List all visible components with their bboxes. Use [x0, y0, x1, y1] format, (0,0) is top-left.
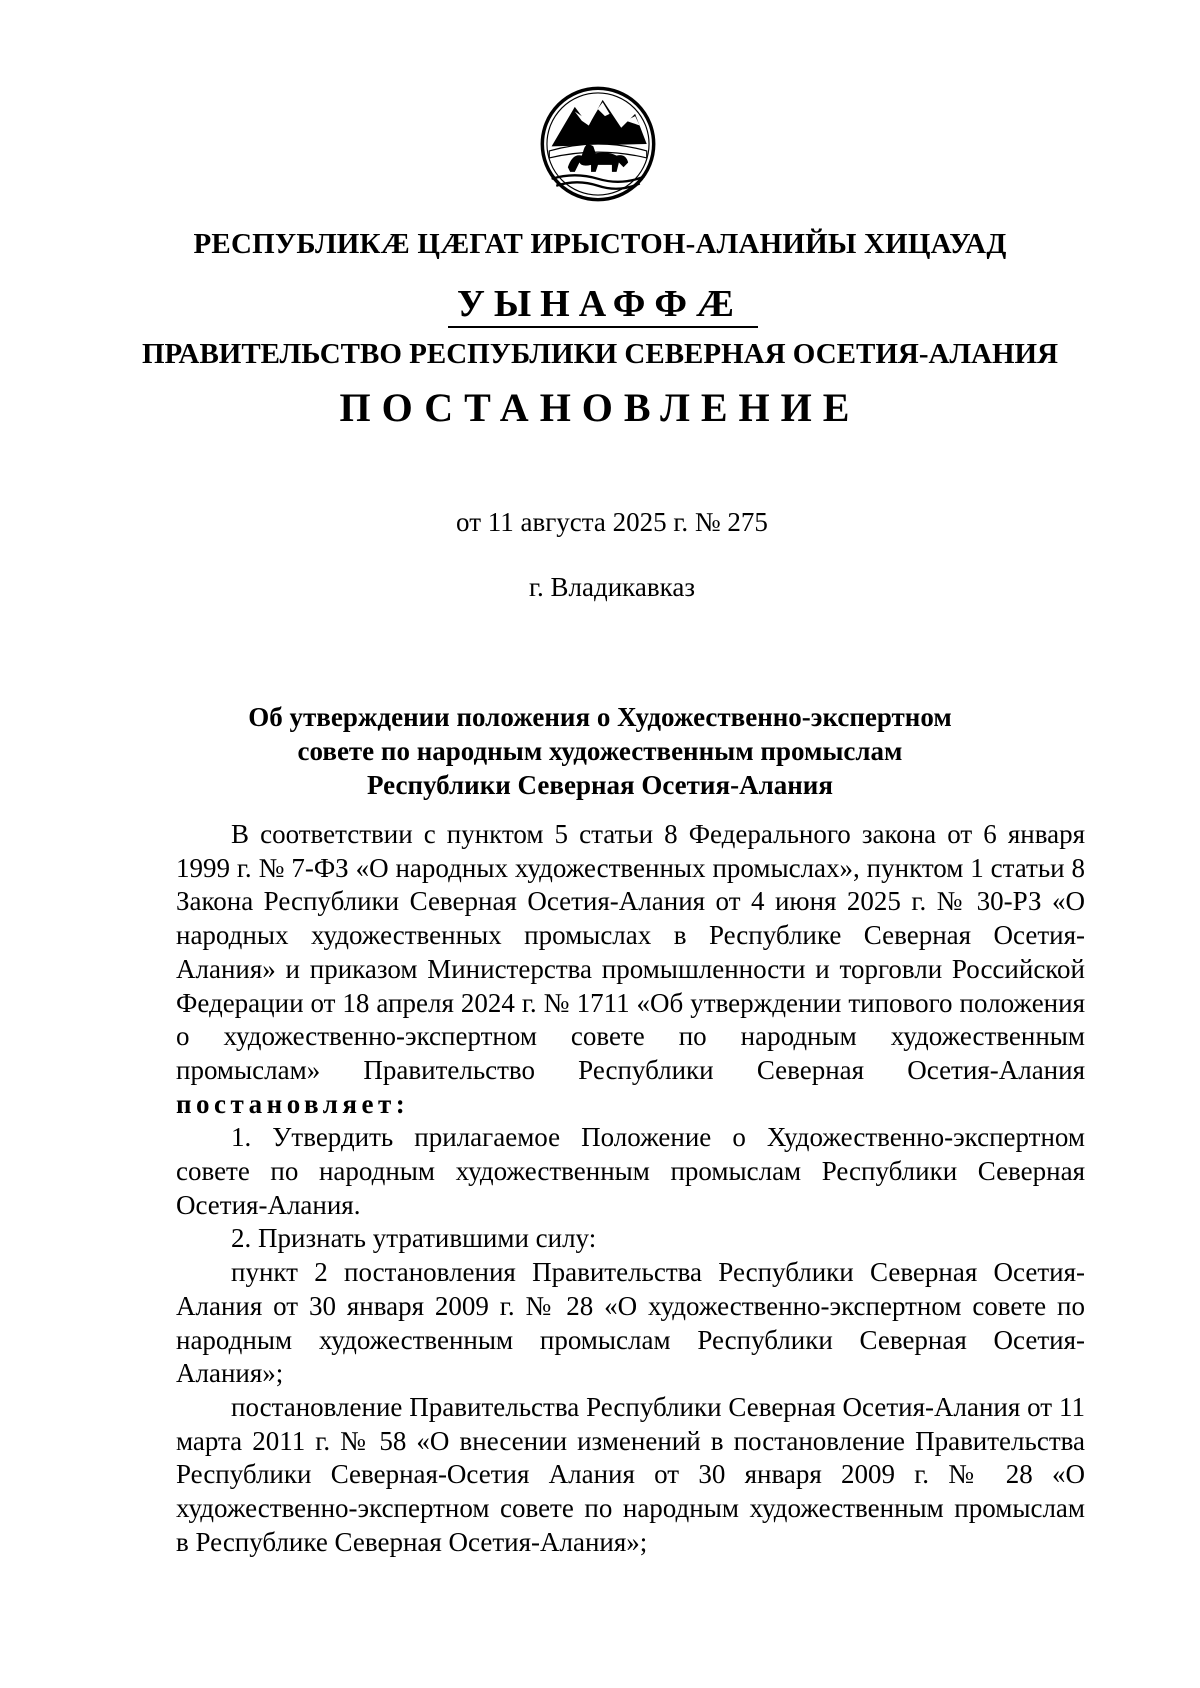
item-2-paragraph: 2. Признать утратившими силу:	[231, 1223, 597, 1254]
document-title	[200, 700, 1000, 802]
item-2a-paragraph: пункт 2 постановления Правительства Республики Северная Осетия-Алания от 30 января 2009 г. № 28 «О художественно-экспертном совете по народным художественным промыслам Республики Северная Осетия-Алания»;	[176, 1257, 1085, 1389]
header-ossetian-republic: РЕСПУБЛИКÆ ЦÆГАТ ИРЫСТОН-АЛАНИЙЫ ХИЦАУАД	[193, 228, 1007, 260]
header-russian-act: ПОСТАНОВЛЕНИЕ	[339, 385, 861, 430]
header-divider	[448, 326, 758, 328]
document-body	[176, 818, 1085, 1559]
resolves-keyword: постановляет:	[176, 1088, 410, 1119]
header-ossetian-act: УЫНАФФÆ	[456, 283, 744, 325]
document-city: г. Владикавказ	[529, 572, 695, 602]
preamble-paragraph	[176, 818, 1085, 1121]
title-line: Об утверждении положения о Художественно-экспертном	[248, 702, 952, 732]
item-1-paragraph: 1. Утвердить прилагаемое Положение о Художественно-экспертном совете по народным художественным промыслам Республики Северная Осетия-Алания.	[176, 1122, 1085, 1220]
title-line: совете по народным художественным промыслам	[297, 736, 903, 766]
document-date-number: от 11 августа 2025 г. № 275	[456, 507, 768, 537]
preamble-text: В соответствии с пунктом 5 статьи 8 Федерального закона от 6 января 1999 г. № 7-ФЗ «О народных художественных промыслах», пунктом 1 статьи 8 Закона Республики Северная Осетия-Алания от 4 июня 2025 г. № 30-РЗ «О народных художественных промыслах в Республике Северная Осетия-Алания» и приказом Министерства промышленности и торговли Российской Федерации от 18 апреля 2024 г. № 1711 «Об утверждении типового положения о художественно-экспертном совете по народным художественным промыслам» Правительство Республики Северная Осетия-Алания	[176, 819, 1085, 1085]
title-line: Республики Северная Осетия-Алания	[367, 770, 833, 800]
item-2b-paragraph: постановление Правительства Республики Северная Осетия-Алания от 11 марта 2011 г. № 58 «О внесении изменений в постановление Правительства Республики Северная-Осетия Алания от 30 января 2009 г. № 28 «О художественно-экспертном совете по народным художественным промыслам в Республике Северная Осетия-Алания»;	[176, 1391, 1085, 1557]
coat-of-arms-emblem	[540, 86, 656, 202]
header-russian-government: ПРАВИТЕЛЬСТВО РЕСПУБЛИКИ СЕВЕРНАЯ ОСЕТИЯ-АЛАНИЯ	[141, 338, 1059, 370]
